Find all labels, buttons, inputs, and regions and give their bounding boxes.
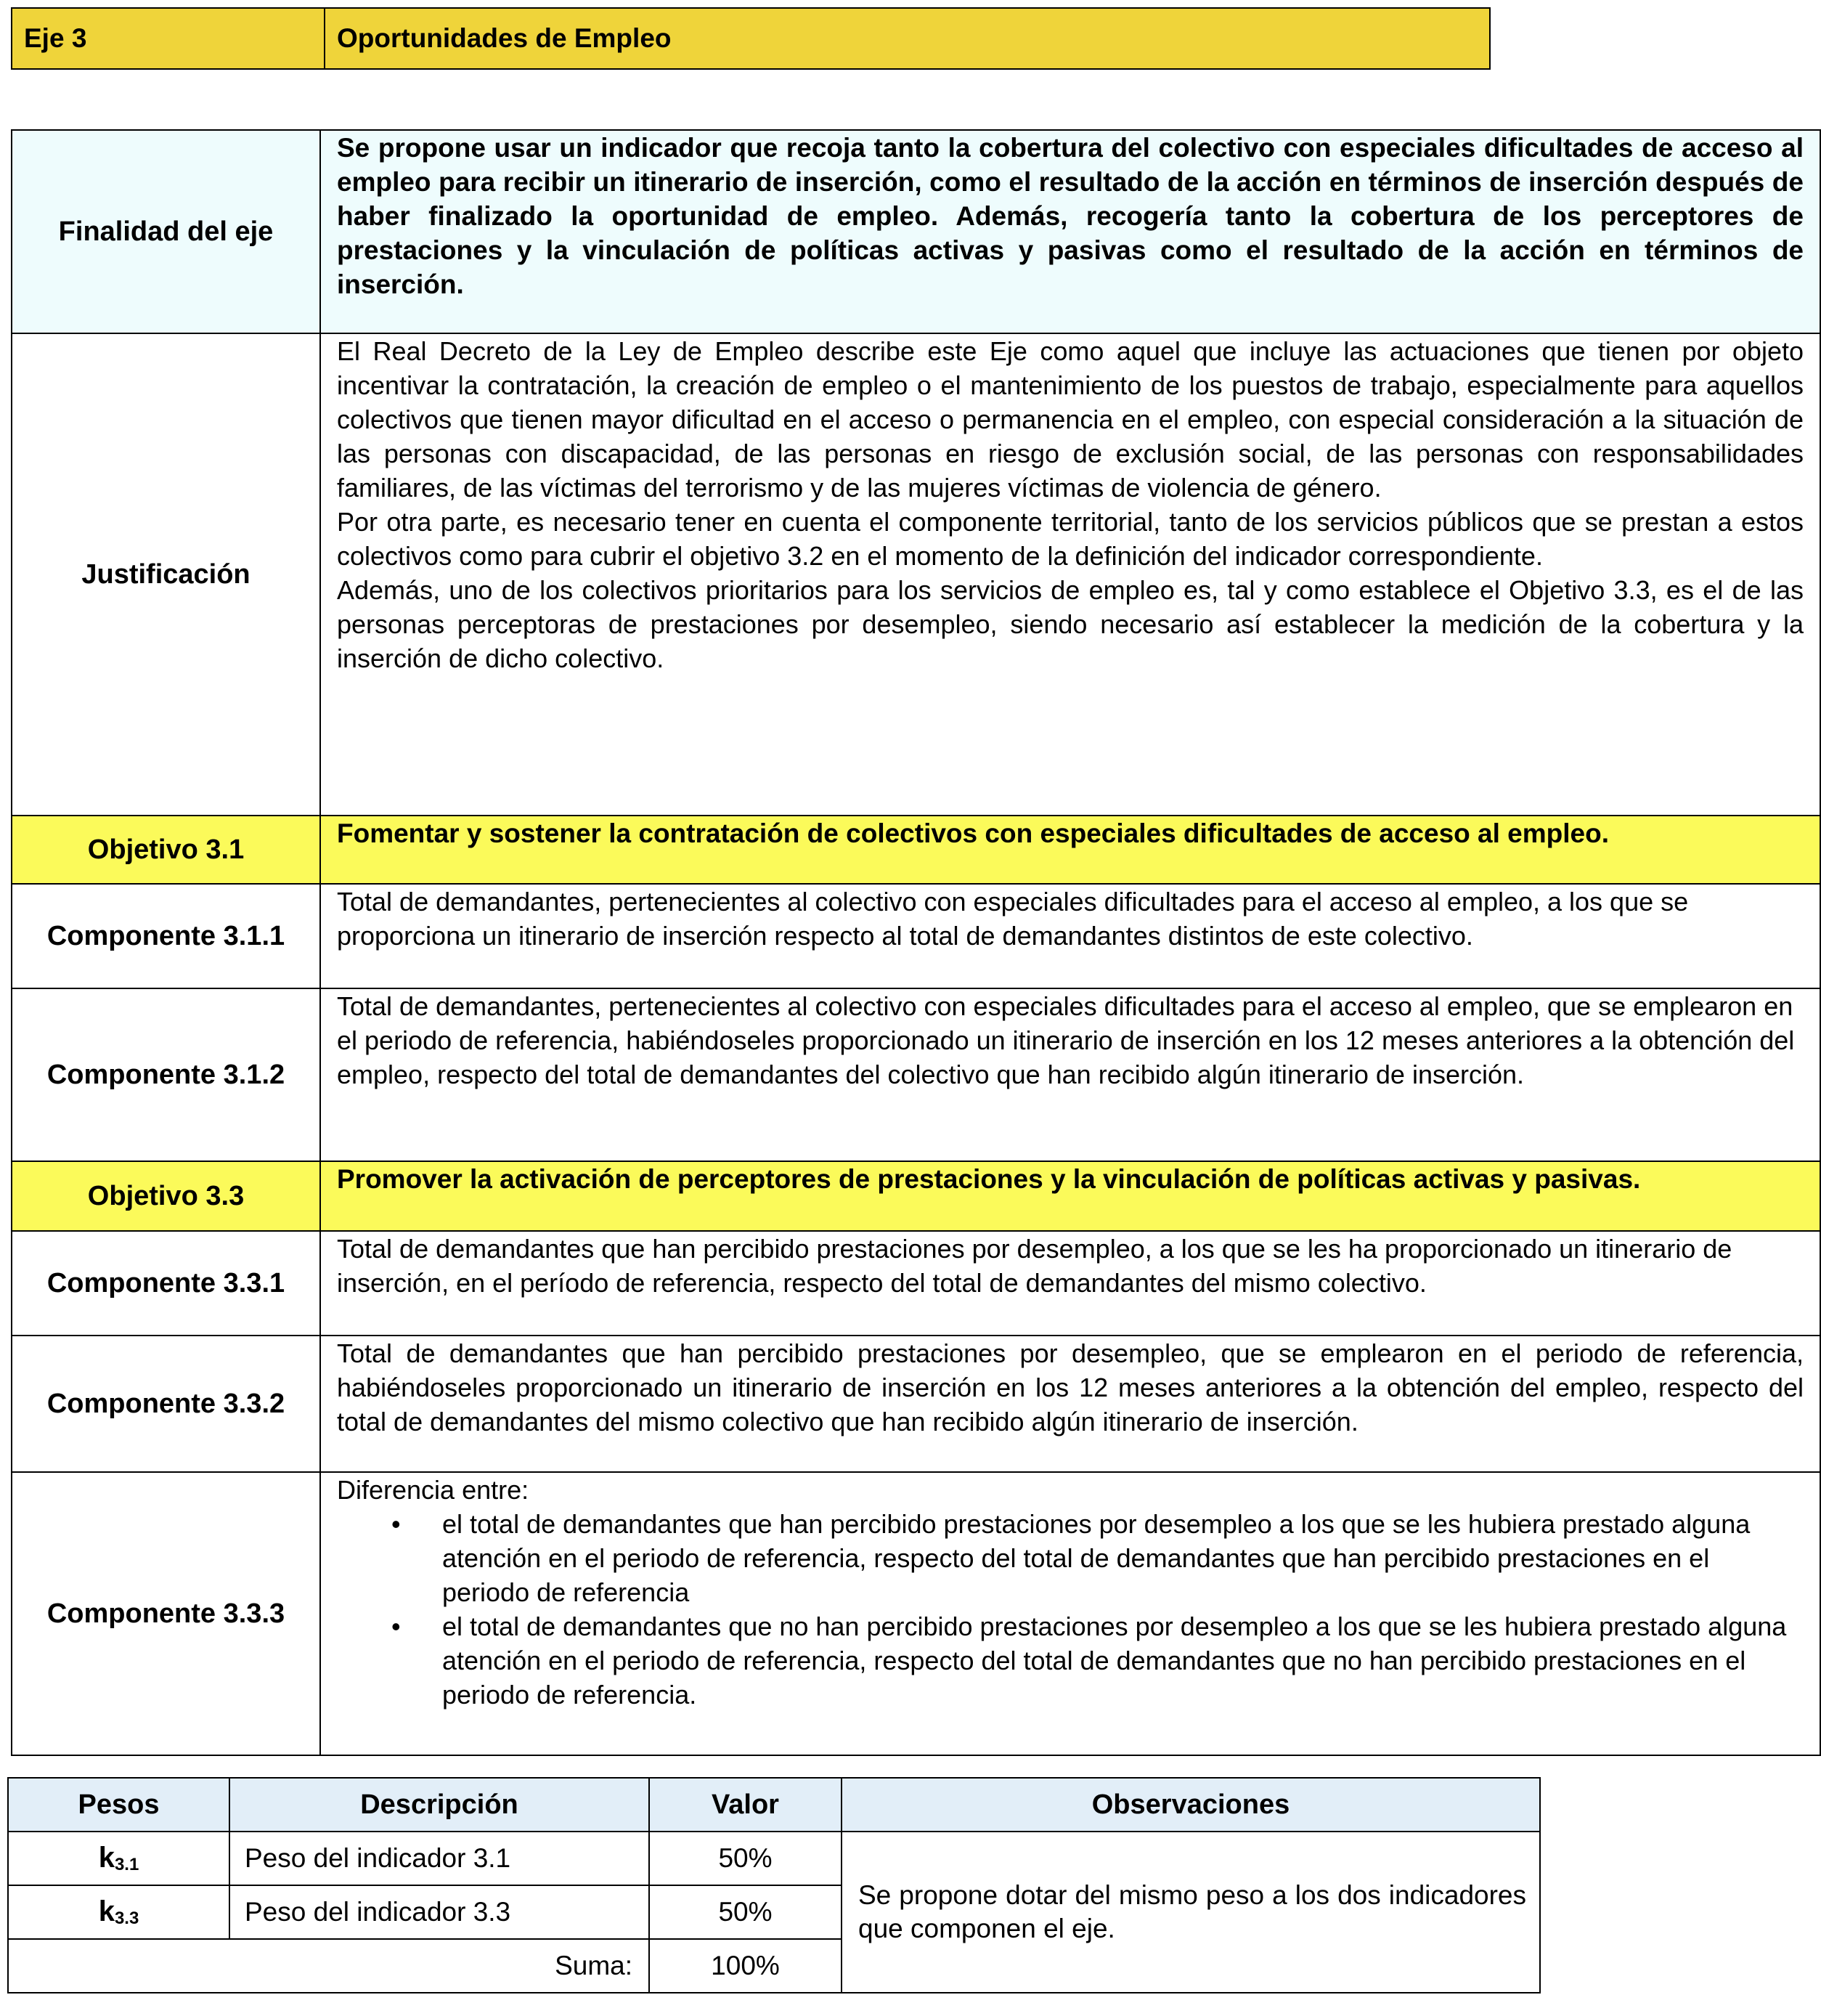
componente-3-3-2-row	[12, 1336, 1820, 1472]
column-header-observaciones: Observaciones	[842, 1778, 1540, 1832]
finalidad-text: Se propone usar un indicador que recoja tanto la cobertura del colectivo con especiales dificultades de acceso al empleo para recibir un itinerario de inserción, como el resultado de la acción en términos de inserción después de haber finalizado la oportunidad de empleo. Además, recogería tanto la cobertura de los perceptores de prestaciones y la vinculación de políticas activas y pasivas como el resultado de la acción en términos de inserción.	[320, 130, 1820, 333]
list-item: • el total de demandantes que han percibido prestaciones por desempleo a los que se les hubiera prestado alguna atención en el periodo de referencia, respecto del total de demandantes que han percibido prestaciones en el periodo de referencia	[442, 1507, 1804, 1609]
componente-3-3-3-row	[12, 1472, 1820, 1755]
axis-detail-table	[11, 129, 1821, 1756]
column-header-descripcion: Descripción	[229, 1778, 649, 1832]
sum-value: 100%	[649, 1939, 842, 1993]
finalidad-row	[12, 130, 1820, 333]
componente-3-3-3-label: Componente 3.3.3	[12, 1472, 320, 1755]
axis-header	[11, 7, 1491, 70]
objetivo-3-1-row	[12, 816, 1820, 884]
list-item: • el total de demandantes que no han percibido prestaciones por desempleo a los que se les hubiera prestado alguna atención en el periodo de referencia, respecto del total de demandantes que no han percibido prestaciones en el periodo de referencia.	[442, 1609, 1804, 1712]
weights-observations: Se propone dotar del mismo peso a los dos indicadores que componen el eje.	[842, 1832, 1540, 1993]
componente-3-3-2-label: Componente 3.3.2	[12, 1336, 320, 1472]
axis-title: Oportunidades de Empleo	[325, 8, 1490, 69]
weight-symbol-subscript: 3.1	[114, 1855, 139, 1874]
componente-3-1-2-row	[12, 988, 1820, 1161]
justificacion-text	[320, 333, 1820, 816]
objetivo-3-1-label: Objetivo 3.1	[12, 816, 320, 884]
justificacion-paragraph: Por otra parte, es necesario tener en cuenta el componente territorial, tanto de los servicios públicos que se prestan a estos colectivos como para cubrir el objetivo 3.2 en el momento de la definición del indicador correspondiente.	[337, 507, 1804, 571]
componente-3-3-3-text	[320, 1472, 1820, 1755]
componente-3-1-2-text: Total de demandantes, pertenecientes al colectivo con especiales dificultades para el acceso al empleo, que se emplearon en el periodo de referencia, habiéndoseles proporcionado un itinerario de inserción en los 12 meses anteriores a la obtención del empleo, respecto del total de demandantes del colectivo que han recibido algún itinerario de inserción.	[320, 988, 1820, 1161]
componente-3-3-1-label: Componente 3.3.1	[12, 1231, 320, 1336]
componente-3-1-1-row	[12, 884, 1820, 988]
weight-symbol-subscript: 3.3	[114, 1909, 139, 1928]
componente-3-1-1-text: Total de demandantes, pertenecientes al colectivo con especiales dificultades para el acceso al empleo, a los que se proporciona un itinerario de inserción respecto al total de demandantes distintos de este colectivo.	[320, 884, 1820, 988]
componente-3-1-1-label: Componente 3.1.1	[12, 884, 320, 988]
componente-3-3-3-intro: Diferencia entre:	[337, 1475, 529, 1505]
weight-symbol-letter: k	[98, 1842, 115, 1874]
componente-3-3-2-text: Total de demandantes que han percibido prestaciones por desempleo, que se emplearon en el periodo de referencia, habiéndoseles proporcionado un itinerario de inserción en los 12 meses anteriores a la obtención del empleo, respecto del total de demandantes del mismo colectivo que han recibido algún itinerario de inserción.	[320, 1336, 1820, 1472]
componente-3-3-1-row	[12, 1231, 1820, 1336]
weight-value: 50%	[649, 1832, 842, 1885]
table-row	[8, 1832, 1540, 1885]
objetivo-3-3-row	[12, 1161, 1820, 1231]
axis-number: Eje 3	[12, 8, 325, 69]
objetivo-3-3-label: Objetivo 3.3	[12, 1161, 320, 1231]
column-header-pesos: Pesos	[8, 1778, 229, 1832]
justificacion-row	[12, 333, 1820, 816]
weight-description: Peso del indicador 3.3	[229, 1885, 649, 1939]
componente-3-3-1-text: Total de demandantes que han percibido prestaciones por desempleo, a los que se les ha proporcionado un itinerario de inserción, en el período de referencia, respecto del total de demandantes del mismo colectivo.	[320, 1231, 1820, 1336]
column-header-valor: Valor	[649, 1778, 842, 1832]
objetivo-3-1-text: Fomentar y sostener la contratación de colectivos con especiales dificultades de acceso al empleo.	[320, 816, 1820, 884]
justificacion-paragraph: Además, uno de los colectivos prioritarios para los servicios de empleo es, tal y como establece el Objetivo 3.3, es el de las personas perceptoras de prestaciones por desempleo, siendo necesario así establecer la medición de la cobertura y la inserción de dicho colectivo.	[337, 575, 1804, 673]
justificacion-paragraph: El Real Decreto de la Ley de Empleo describe este Eje como aquel que incluye las actuaciones que tienen por objeto incentivar la contratación, la creación de empleo o el mantenimiento de los puestos de trabajo, especialmente para aquellos colectivos que tienen mayor dificultad en el acceso o permanencia en el empleo, con especial consideración a la situación de las personas con discapacidad, de las personas en riesgo de exclusión social, de las personas con responsabilidades familiares, de las víctimas del terrorismo y de las mujeres víctimas de violencia de género.	[337, 336, 1804, 503]
weight-value: 50%	[649, 1885, 842, 1939]
weight-symbol	[8, 1885, 229, 1939]
weight-symbol-letter: k	[98, 1895, 115, 1927]
weight-symbol	[8, 1832, 229, 1885]
justificacion-label: Justificación	[12, 333, 320, 816]
sum-label: Suma:	[8, 1939, 649, 1993]
weight-description: Peso del indicador 3.1	[229, 1832, 649, 1885]
finalidad-label: Finalidad del eje	[12, 130, 320, 333]
weights-table	[7, 1777, 1541, 1993]
componente-3-3-3-list	[337, 1507, 1804, 1712]
weights-header-row	[8, 1778, 1540, 1832]
componente-3-1-2-label: Componente 3.1.2	[12, 988, 320, 1161]
objetivo-3-3-text: Promover la activación de perceptores de prestaciones y la vinculación de políticas activas y pasivas.	[320, 1161, 1820, 1231]
